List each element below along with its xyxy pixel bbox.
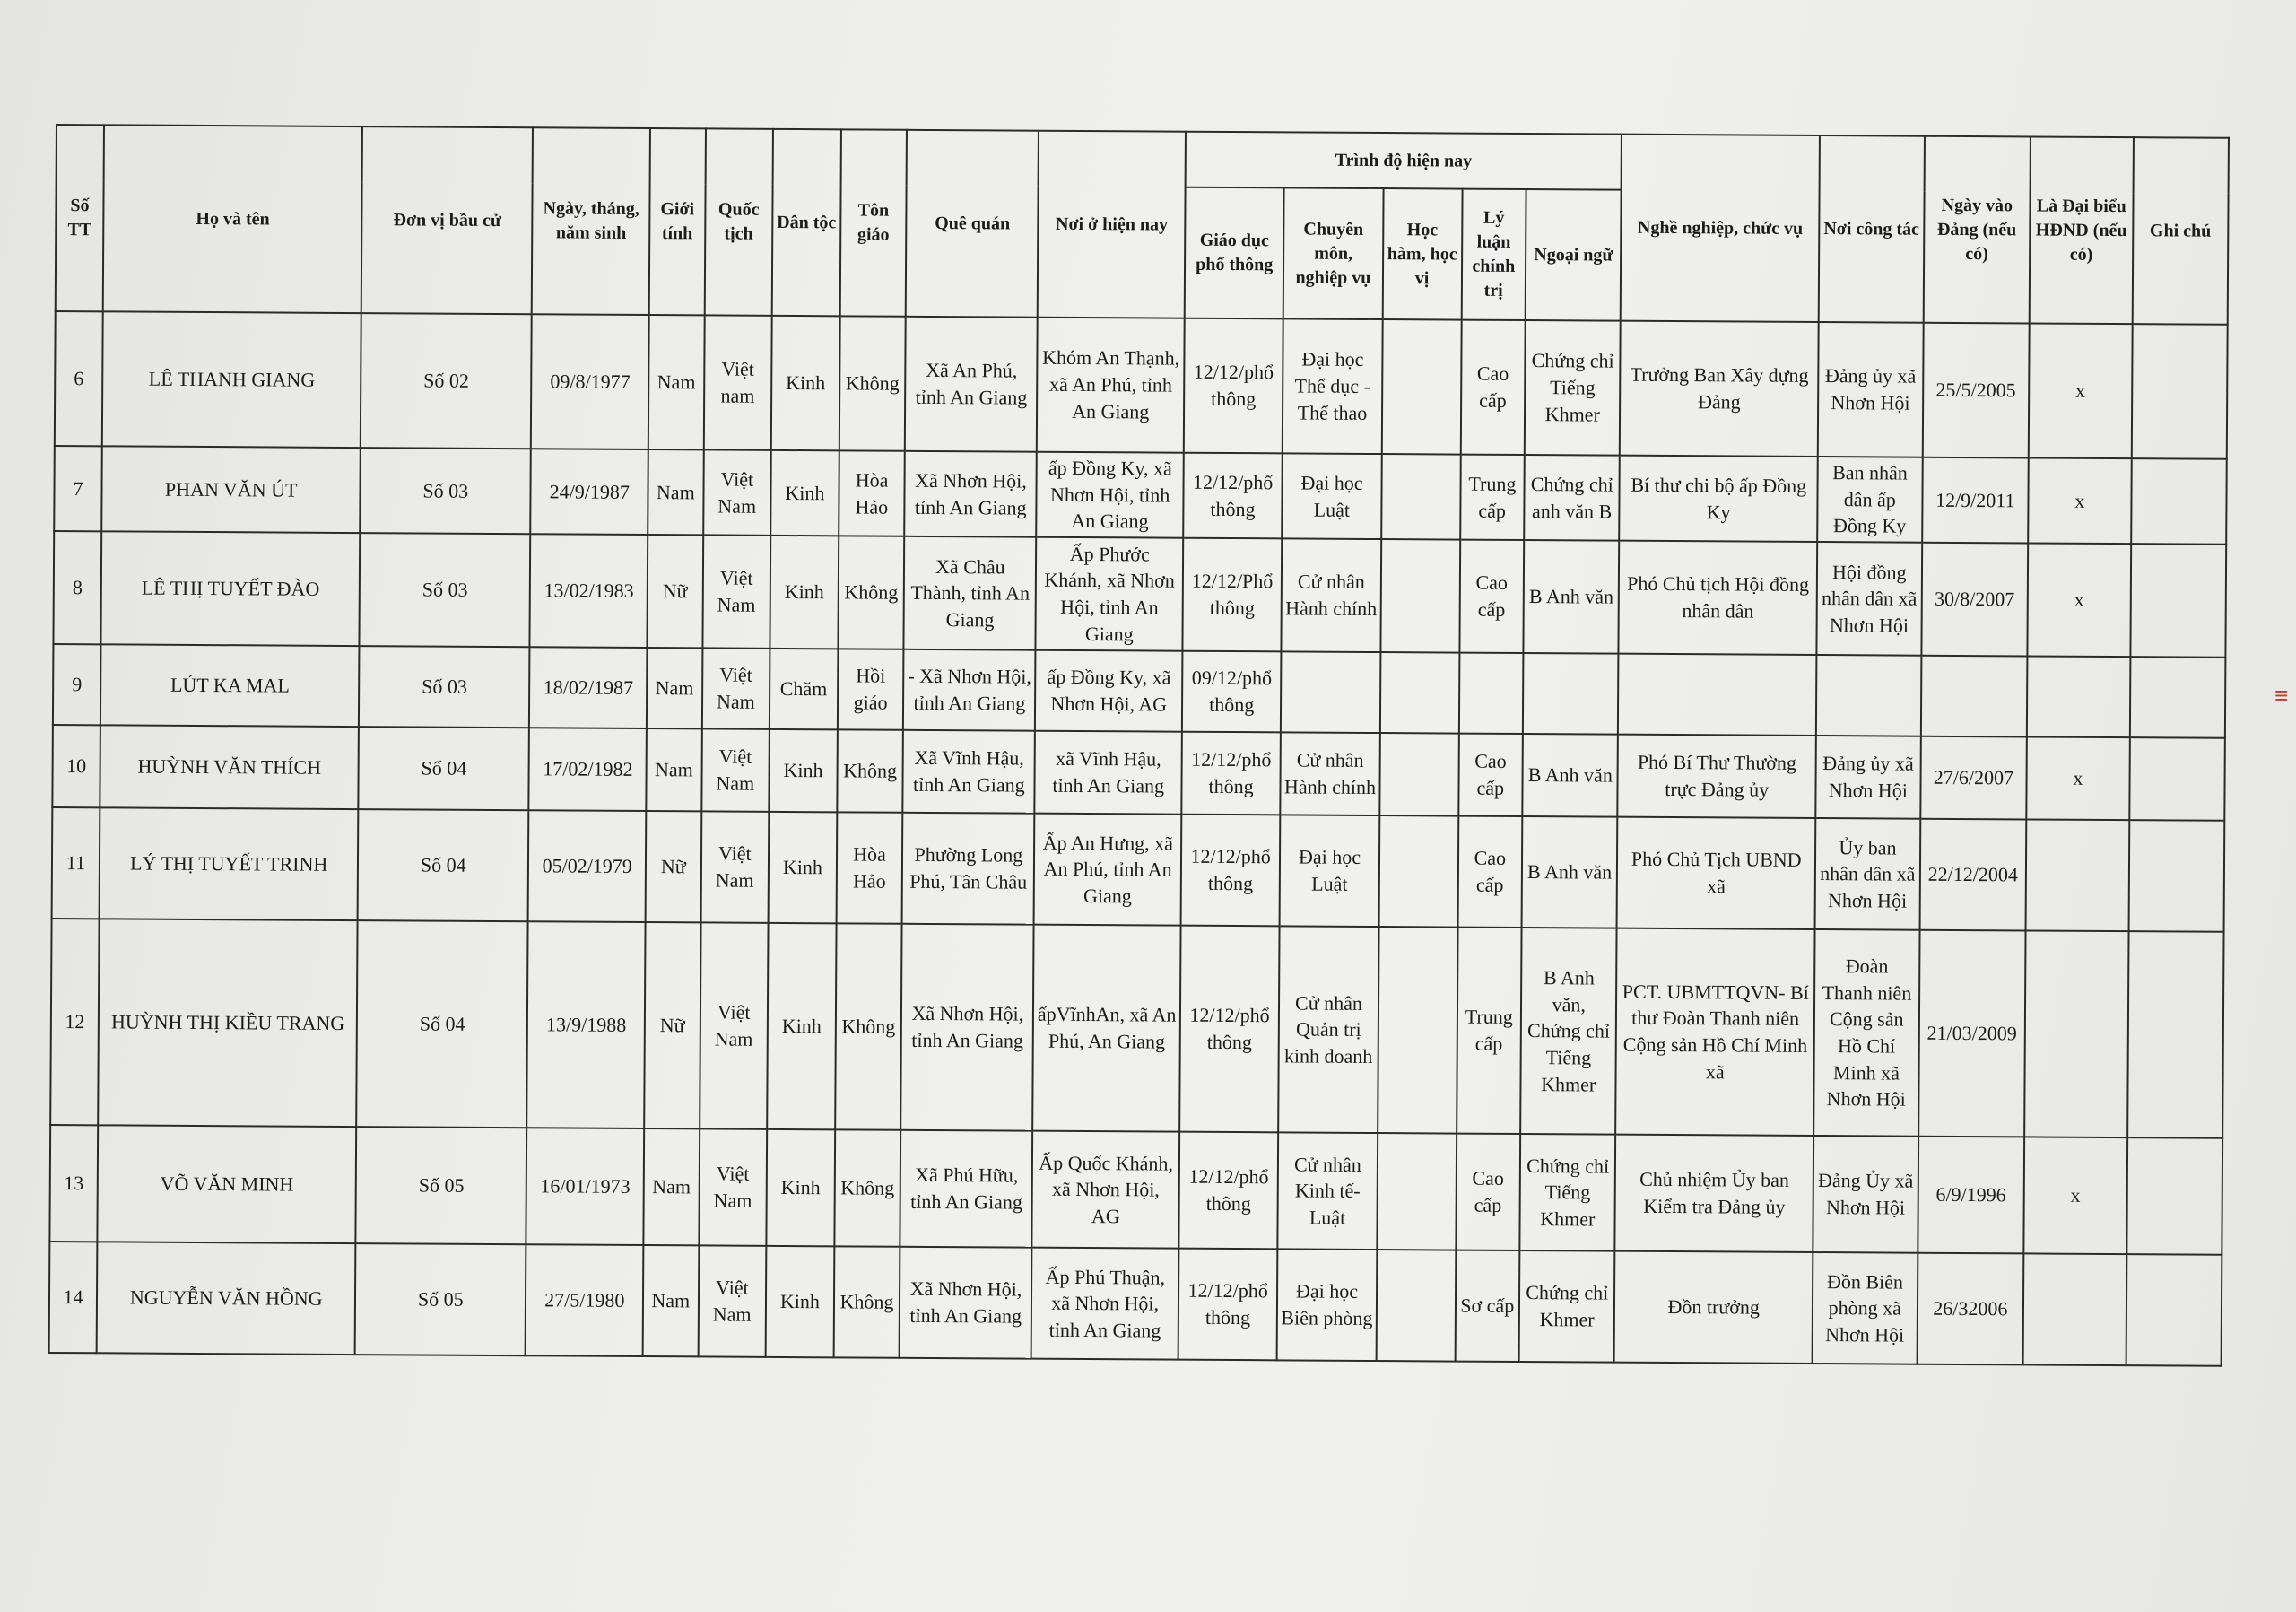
cell-ethnicity: Chăm [770, 649, 838, 729]
margin-marks [2274, 682, 2296, 710]
header-workplace: Nơi công tác [1819, 135, 1925, 323]
cell-party-date: 6/9/1996 [1918, 1137, 2024, 1254]
cell-professional: Đại học Luật [1283, 453, 1382, 539]
cell-party-date: 12/9/2011 [1922, 457, 2029, 544]
cell-party-date: 22/12/2004 [1919, 819, 2026, 931]
header-language: Ngoại ngữ [1526, 189, 1622, 321]
cell-gender: Nam [647, 728, 702, 811]
cell-general: 12/12/phổ thông [1183, 453, 1283, 539]
cell-party-date: 25/5/2005 [1922, 323, 2029, 458]
cell-general: 12/12/phổ thông [1178, 1132, 1278, 1250]
cell-general: 12/12/Phổ thông [1182, 538, 1282, 652]
cell-unit: Số 03 [360, 533, 531, 647]
cell-religion: Không [838, 536, 904, 649]
header-education-group: Trình độ hiện nay [1186, 132, 1622, 190]
cell-professional: Cử nhân Hành chính [1281, 732, 1380, 815]
table-row [49, 1125, 2222, 1255]
cell-name: LÚT KA MAL [100, 644, 360, 727]
table-row [55, 311, 2228, 459]
cell-unit: Số 05 [355, 1243, 526, 1355]
header-notes: Ghi chú [2132, 137, 2229, 325]
cell-party-date: 21/03/2009 [1918, 930, 2026, 1137]
table-row [52, 807, 2225, 932]
cell-residence: Ấp Phước Khánh, xã Nhơn Hội, tỉnh An Giang [1036, 537, 1183, 651]
cell-hometown: Xã Nhơn Hội, tỉnh An Giang [905, 451, 1038, 537]
cell-ethnicity: Kinh [766, 1246, 834, 1357]
cell-notes [2129, 737, 2225, 821]
cell-unit: Số 05 [356, 1127, 527, 1244]
cell-dob: 27/5/1980 [526, 1244, 644, 1356]
cell-unit: Số 02 [361, 313, 532, 449]
candidate-table [48, 124, 2230, 1367]
cell-language: B Anh văn [1522, 734, 1618, 817]
cell-notes [2126, 1254, 2222, 1366]
header-name: Họ và tên [103, 125, 362, 313]
cell-professional: Cử nhân Quản trị kinh doanh [1278, 926, 1378, 1133]
cell-notes [2128, 820, 2224, 932]
cell-occupation: Đồn trưởng [1614, 1251, 1813, 1364]
cell-delegate [2023, 1253, 2126, 1365]
cell-delegate [2026, 820, 2129, 932]
cell-hometown: Xã An Phú, tỉnh An Giang [905, 317, 1038, 452]
cell-residence: ấpVĩnhAn, xã An Phú, An Giang [1033, 925, 1181, 1132]
cell-unit: Số 03 [361, 448, 532, 534]
cell-stt: 9 [53, 644, 101, 725]
cell-professional: Cử nhân Hành chính [1282, 538, 1381, 652]
table-body [49, 311, 2228, 1366]
cell-occupation: Phó Chủ tịch Hội đồng nhân dân [1619, 541, 1817, 655]
cell-dob: 13/9/1988 [527, 921, 646, 1128]
cell-hometown: - Xã Nhơn Hội, tỉnh An Giang [903, 649, 1036, 731]
cell-academic [1380, 539, 1460, 653]
cell-occupation: PCT. UBMTTQVN- Bí thư Đoàn Thanh niên Cộng sản Hồ Chí Minh xã [1616, 928, 1815, 1136]
cell-dob: 05/02/1979 [528, 810, 647, 922]
table-row [54, 446, 2227, 545]
cell-stt: 10 [52, 725, 100, 807]
header-religion: Tôn giáo [839, 129, 907, 316]
cell-general: 09/12/phổ thông [1182, 651, 1282, 733]
header-stt: Số TT [56, 125, 104, 311]
cell-religion: Không [833, 1246, 900, 1357]
cell-name: PHAN VĂN ÚT [101, 446, 361, 533]
cell-unit: Số 03 [359, 646, 530, 728]
cell-dob: 16/01/1973 [526, 1128, 645, 1245]
cell-stt: 8 [53, 531, 101, 644]
table-row [52, 725, 2225, 821]
table-row [49, 1242, 2222, 1366]
header-residence: Nơi ở hiện nay [1038, 131, 1186, 318]
cell-language [1523, 653, 1619, 735]
cell-academic [1376, 1250, 1456, 1362]
cell-stt: 13 [49, 1125, 98, 1242]
cell-language: Chứng chỉ Khmer [1519, 1250, 1615, 1363]
cell-unit: Số 04 [359, 727, 530, 810]
cell-delegate: x [2029, 323, 2132, 458]
cell-occupation: Chủ nhiệm Ủy ban Kiểm tra Đảng ủy [1615, 1135, 1814, 1252]
table-row [53, 531, 2226, 658]
cell-religion: Hòa Hảo [836, 812, 902, 923]
margin-mark: ≡ [2274, 682, 2289, 709]
cell-occupation [1618, 654, 1816, 736]
cell-hometown: Xã Châu Thành, tỉnh An Giang [904, 536, 1037, 650]
cell-name: LÝ THỊ TUYẾT TRINH [100, 807, 359, 920]
cell-hometown: Phường Long Phú, Tân Châu [902, 813, 1035, 925]
cell-political: Trung cấp [1457, 928, 1522, 1134]
cell-general: 12/12/phổ thông [1181, 732, 1281, 815]
cell-residence: Ấp An Hưng, xã An Phú, tỉnh An Giang [1034, 814, 1181, 926]
cell-ethnicity: Kinh [769, 812, 837, 923]
cell-ethnicity: Kinh [770, 450, 839, 536]
cell-gender: Nam [648, 315, 704, 449]
cell-party-date: 26/32006 [1917, 1253, 2023, 1365]
cell-nationality: Việt Nam [703, 449, 771, 536]
header-nationality: Quốc tịch [704, 128, 773, 315]
cell-name: HUỲNH THỊ KIỀU TRANG [98, 919, 358, 1127]
cell-gender: Nam [647, 648, 702, 728]
cell-religion: Không [834, 1129, 900, 1246]
cell-ethnicity: Kinh [770, 536, 839, 649]
cell-ethnicity: Kinh [767, 923, 836, 1129]
header-general: Giáo dục phổ thông [1185, 187, 1284, 319]
cell-gender: Nữ [648, 535, 703, 648]
cell-political: Cao cấp [1458, 734, 1523, 816]
cell-workplace [1816, 655, 1921, 736]
cell-nationality: Việt Nam [700, 811, 769, 922]
cell-nationality: Việt nam [703, 315, 772, 449]
header-professional: Chuyên môn, nghiệp vụ [1283, 187, 1383, 319]
cell-workplace: Đảng ủy xã Nhơn Hội [1815, 736, 1920, 819]
cell-political: Cao cấp [1460, 320, 1525, 455]
cell-academic [1378, 927, 1457, 1134]
cell-language: Chứng chỉ Tiếng Khmer [1525, 320, 1621, 456]
cell-name: HUỲNH VĂN THÍCH [100, 725, 359, 809]
cell-nationality: Việt Nam [701, 728, 770, 811]
header-unit: Đơn vị bầu cử [361, 126, 533, 314]
header-hometown: Quê quán [906, 130, 1039, 318]
cell-religion: Hòa Hảo [839, 450, 905, 536]
cell-delegate [2027, 657, 2130, 738]
cell-name: LÊ THANH GIANG [102, 311, 361, 448]
cell-notes [2129, 657, 2225, 738]
cell-professional: Đại học Luật [1280, 815, 1379, 927]
cell-political: Cao cấp [1457, 816, 1522, 928]
header-academic: Học hàm, học vị [1382, 188, 1462, 320]
header-ethnicity: Dân tộc [772, 129, 841, 316]
cell-workplace: Ban nhân dân ấp Đồng Ky [1817, 457, 1922, 543]
cell-gender: Nữ [644, 922, 700, 1128]
cell-religion: Không [839, 316, 906, 450]
cell-gender: Nữ [646, 811, 701, 922]
header-occupation: Nghề nghiệp, chức vụ [1621, 135, 1820, 322]
cell-stt: 6 [55, 311, 103, 446]
cell-residence: xã Vĩnh Hậu, tỉnh An Giang [1035, 731, 1182, 815]
cell-notes [2131, 324, 2227, 459]
cell-delegate [2024, 930, 2128, 1137]
cell-gender: Nam [644, 1128, 700, 1245]
cell-language: Chứng chỉ Tiếng Khmer [1519, 1134, 1615, 1251]
cell-residence: Ấp Phú Thuận, xã Nhơn Hội, tỉnh An Giang [1031, 1248, 1178, 1360]
cell-gender: Nam [643, 1245, 699, 1356]
cell-dob: 24/9/1987 [531, 449, 648, 535]
table-row [53, 644, 2226, 738]
header-party-date: Ngày vào Đảng (nếu có) [1923, 136, 2031, 324]
cell-language: B Anh văn, Chứng chỉ Tiếng Khmer [1520, 928, 1617, 1135]
cell-ethnicity: Kinh [771, 316, 840, 450]
cell-name: NGUYỄN VĂN HỒNG [97, 1242, 356, 1355]
cell-occupation: Bí thư chi bộ ấp Đồng Ky [1620, 456, 1818, 542]
cell-political: Sơ cấp [1455, 1250, 1519, 1362]
cell-notes [2127, 931, 2224, 1138]
cell-academic [1379, 733, 1458, 816]
cell-delegate: x [2028, 457, 2131, 544]
cell-stt: 11 [52, 807, 100, 919]
cell-unit: Số 04 [356, 920, 527, 1128]
cell-workplace: Đảng Ủy xã Nhơn Hội [1813, 1136, 1918, 1253]
cell-general: 12/12/phổ thông [1179, 926, 1280, 1133]
cell-language: B Anh văn [1524, 540, 1620, 654]
cell-stt: 12 [50, 919, 100, 1125]
cell-notes [2130, 544, 2226, 658]
cell-occupation: Phó Bí Thư Thường trực Đảng ủy [1618, 735, 1816, 818]
cell-general: 12/12/phổ thông [1184, 318, 1283, 454]
cell-party-date: 27/6/2007 [1920, 736, 2027, 820]
cell-workplace: Đoàn Thanh niên Cộng sản Hồ Chí Minh xã Nhơn Hội [1813, 929, 1919, 1137]
cell-religion: Hồi giáo [838, 649, 904, 729]
cell-workplace: Đảng ủy xã Nhơn Hội [1818, 322, 1923, 457]
cell-language: Chứng chỉ anh văn B [1524, 455, 1620, 541]
cell-academic [1381, 319, 1461, 455]
cell-occupation: Trưởng Ban Xây dựng Đảng [1620, 321, 1819, 457]
header-gender: Giới tính [649, 128, 706, 315]
cell-professional: Cử nhân Kinh tế- Luật [1278, 1132, 1378, 1250]
cell-academic [1377, 1133, 1457, 1250]
header-political: Lý luận chính trị [1461, 189, 1526, 320]
cell-ethnicity: Kinh [769, 729, 837, 812]
header-delegate: Là Đại biểu HĐND (nếu có) [2030, 136, 2134, 324]
cell-religion: Không [835, 923, 902, 1129]
cell-hometown: Xã Vĩnh Hậu, tỉnh An Giang [903, 730, 1036, 814]
cell-general: 12/12/phổ thông [1181, 815, 1281, 927]
cell-nationality: Việt Nam [702, 535, 770, 648]
cell-party-date [1920, 656, 2027, 737]
cell-professional: Đại học Thể dục - Thể thao [1283, 318, 1382, 454]
cell-name: VÕ VĂN MINH [98, 1125, 357, 1243]
cell-general: 12/12/phổ thông [1178, 1249, 1278, 1361]
cell-unit: Số 04 [358, 809, 529, 921]
cell-stt: 7 [54, 446, 102, 531]
cell-workplace: Đồn Biên phòng xã Nhơn Hội [1813, 1252, 1918, 1364]
cell-dob: 17/02/1982 [529, 728, 647, 811]
cell-ethnicity: Kinh [766, 1129, 834, 1246]
cell-residence: ấp Đồng Ky, xã Nhơn Hội, tỉnh An Giang [1037, 452, 1184, 538]
cell-delegate: x [2028, 544, 2131, 658]
cell-political: Cao cấp [1456, 1134, 1520, 1250]
cell-academic [1378, 815, 1458, 928]
cell-academic [1380, 652, 1459, 734]
cell-residence: ấp Đồng Ky, xã Nhơn Hội, AG [1035, 650, 1182, 732]
cell-dob: 18/02/1987 [529, 647, 647, 728]
cell-residence: Ấp Quốc Khánh, xã Nhơn Hội, AG [1032, 1131, 1179, 1249]
cell-residence: Khóm An Thạnh, xã An Phú, tỉnh An Giang [1037, 318, 1184, 453]
cell-professional: Đại học Biên phòng [1277, 1249, 1377, 1361]
cell-nationality: Việt Nam [701, 648, 770, 728]
cell-stt: 14 [49, 1242, 98, 1353]
cell-occupation: Phó Chủ Tịch UBND xã [1617, 817, 1815, 929]
cell-gender: Nam [648, 449, 703, 535]
cell-hometown: Xã Nhơn Hội, tỉnh An Giang [900, 1247, 1032, 1359]
cell-professional [1281, 651, 1380, 733]
cell-name: LÊ THỊ TUYẾT ĐÀO [101, 531, 361, 646]
cell-party-date: 30/8/2007 [1921, 543, 2028, 657]
cell-nationality: Việt Nam [699, 1128, 767, 1245]
cell-delegate: x [2026, 737, 2129, 821]
cell-political: Trung cấp [1460, 455, 1525, 540]
cell-academic [1381, 454, 1460, 540]
table-row [50, 919, 2223, 1138]
cell-notes [2131, 458, 2227, 545]
cell-political [1458, 653, 1523, 734]
cell-notes [2126, 1137, 2222, 1255]
cell-political: Cao cấp [1459, 540, 1524, 653]
cell-dob: 09/8/1977 [531, 314, 649, 449]
cell-religion: Không [837, 729, 903, 812]
cell-dob: 13/02/1983 [530, 534, 648, 648]
cell-workplace: Ủy ban nhân dân xã Nhơn Hội [1815, 818, 1920, 930]
cell-hometown: Xã Phú Hữu, tỉnh An Giang [900, 1130, 1033, 1248]
header-dob: Ngày, tháng, năm sinh [532, 127, 650, 315]
cell-nationality: Việt Nam [698, 1245, 766, 1356]
cell-workplace: Hội đồng nhân dân xã Nhơn Hội [1817, 542, 1922, 656]
cell-delegate: x [2023, 1137, 2126, 1254]
cell-language: B Anh văn [1522, 816, 1618, 928]
cell-nationality: Việt Nam [700, 922, 769, 1128]
cell-hometown: Xã Nhơn Hội, tỉnh An Giang [900, 924, 1034, 1131]
